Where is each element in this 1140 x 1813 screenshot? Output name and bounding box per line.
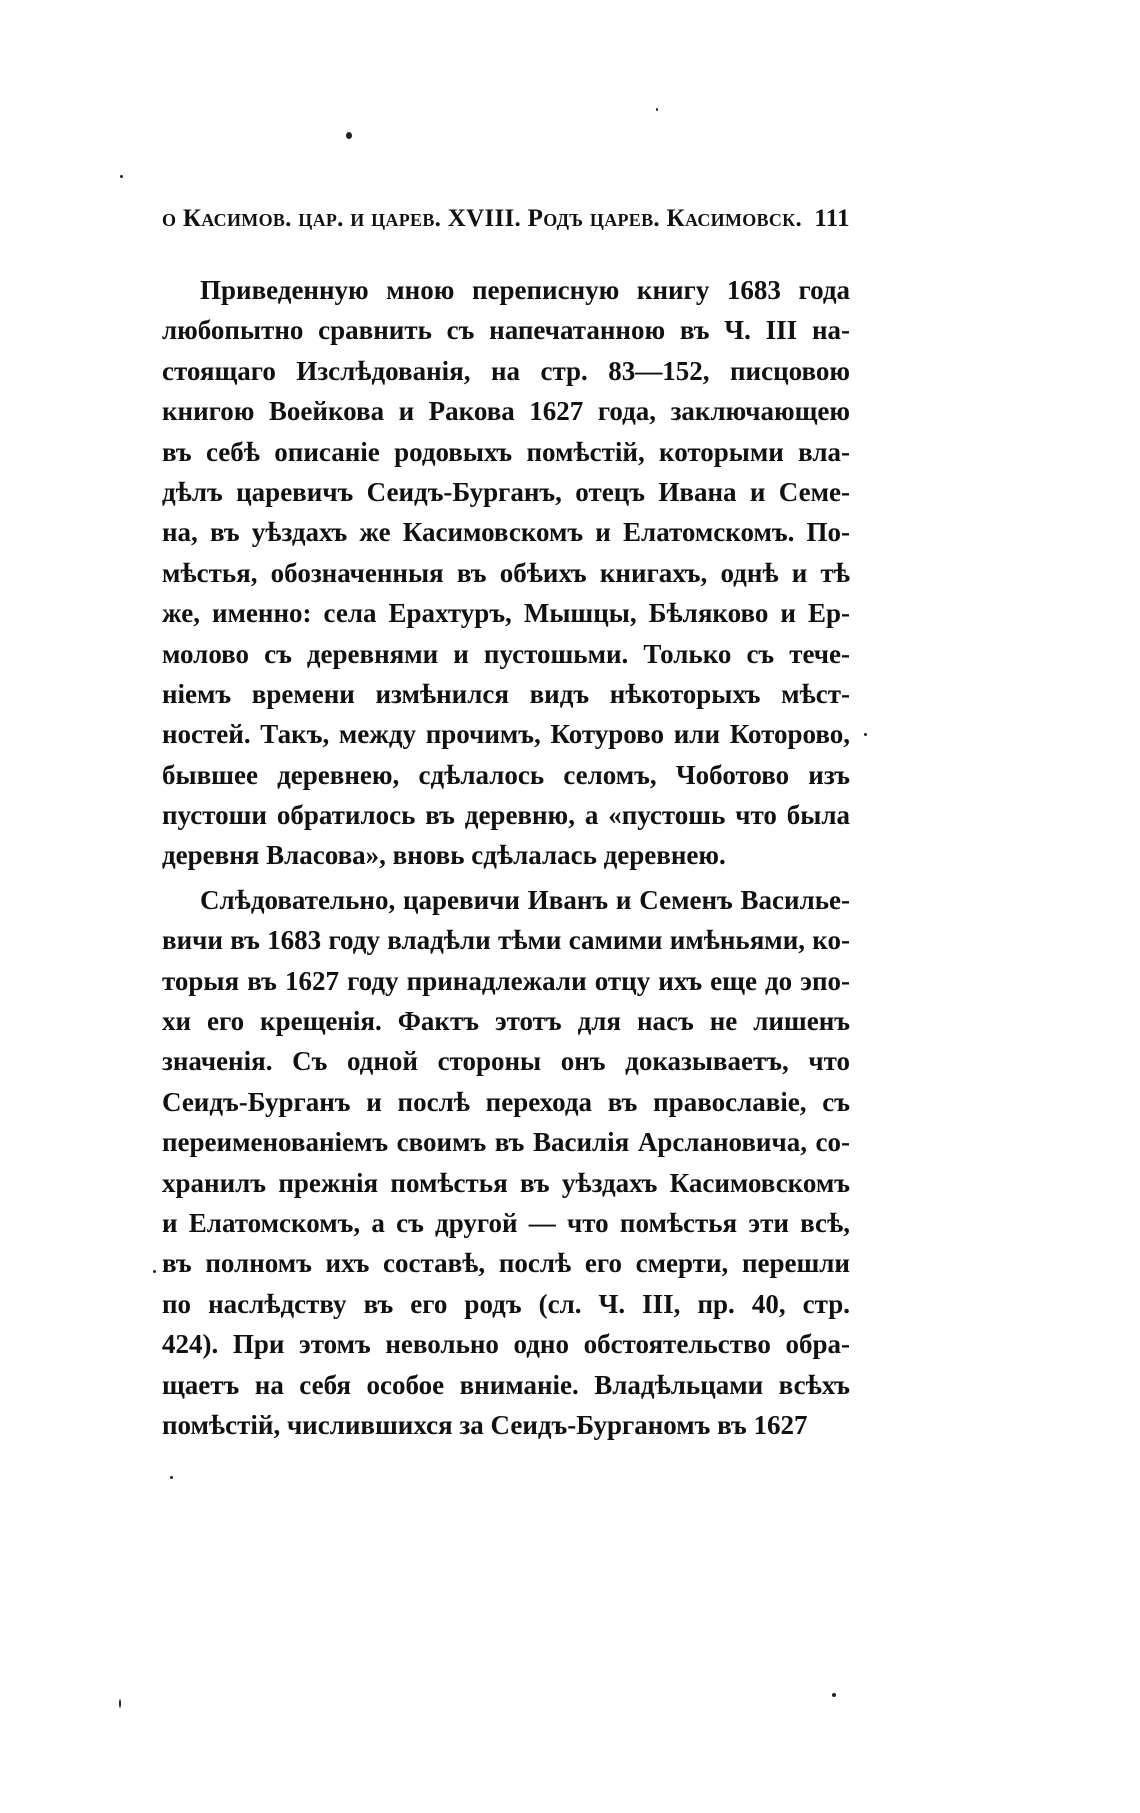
text-line: пустоши обратилось въ деревню, а «пустошь что была bbox=[162, 800, 850, 831]
text-line: книгою Воейкова и Ракова 1627 года, заключающею bbox=[162, 396, 850, 427]
text-line: хранилъ прежнія помѣстья въ уѣздахъ Касимовскомъ bbox=[162, 1167, 850, 1198]
ink-speck bbox=[346, 132, 352, 139]
text-line: въ полномъ ихъ составѣ, послѣ его смерти, перешли bbox=[162, 1248, 850, 1279]
text-line: вичи въ 1683 году владѣли тѣми самими имѣньями, ко- bbox=[162, 925, 850, 956]
text-line: щаетъ на себя особое вниманіе. Владѣльцами всѣхъ bbox=[162, 1369, 850, 1400]
body-text bbox=[162, 270, 850, 1445]
ink-speck bbox=[864, 733, 867, 736]
paragraph-1 bbox=[162, 270, 850, 876]
text-line: ніемъ времени измѣнился видъ нѣкоторыхъ мѣст- bbox=[162, 678, 850, 709]
text-line: по наслѣдству въ его родъ (сл. Ч. III, пр. 40, стр. bbox=[162, 1288, 850, 1319]
text-line: хи его крещенія. Фактъ этотъ для насъ не лишенъ bbox=[162, 1006, 850, 1037]
text-line: Слѣдовательно, царевичи Иванъ и Семенъ Василье- bbox=[200, 884, 850, 915]
running-head bbox=[162, 205, 850, 233]
ink-speck bbox=[119, 1699, 121, 1708]
text-line: переименованіемъ своимъ въ Василія Арслановича, со- bbox=[162, 1127, 850, 1158]
text-line: 424). При этомъ невольно одно обстоятельство обра- bbox=[162, 1329, 850, 1360]
text-line: помѣстій, числившихся за Сеидъ-Бурганомъ въ 1627 bbox=[162, 1409, 808, 1440]
text-line: Сеидъ-Бурганъ и послѣ перехода въ православіе, съ bbox=[162, 1086, 850, 1117]
text-line: въ себѣ описаніе родовыхъ помѣстій, которыми вла- bbox=[162, 436, 850, 467]
ink-speck bbox=[170, 1476, 173, 1479]
text-line: любопытно сравнить съ напечатанною въ Ч. III на- bbox=[162, 315, 850, 346]
ink-speck bbox=[656, 108, 658, 111]
page-number: 111 bbox=[814, 205, 850, 232]
paragraph-2 bbox=[162, 880, 850, 1445]
ink-speck bbox=[832, 1693, 836, 1697]
ink-speck bbox=[153, 1270, 156, 1273]
text-line: мѣстья, обозначенныя въ обѣихъ книгахъ, однѣ и тѣ bbox=[162, 557, 850, 588]
text-line: Приведенную мною переписную книгу 1683 года bbox=[200, 275, 850, 305]
text-line: на, въ уѣздахъ же Касимовскомъ и Елатомскомъ. По- bbox=[162, 517, 850, 548]
text-line: бывшее деревнею, сдѣлалось селомъ, Чоботово изъ bbox=[162, 759, 850, 790]
text-line: деревня Власова», вновь сдѣлалась деревнею. bbox=[162, 840, 726, 871]
running-head-title: о Касимов. цар. и царев. XVIII. Родъ царев. Касимовск. bbox=[162, 205, 803, 232]
text-line: молово съ деревнями и пустошьми. Только съ тече- bbox=[162, 638, 850, 669]
text-line: торыя въ 1627 году принадлежали отцу ихъ еще до эпо- bbox=[162, 965, 850, 996]
text-line: значенія. Съ одной стороны онъ доказываетъ, что bbox=[162, 1046, 850, 1077]
text-line: ностей. Такъ, между прочимъ, Котурово или Которово, bbox=[162, 719, 850, 750]
text-line: стоящаго Изслѣдованія, на стр. 83—152, писцовою bbox=[162, 355, 850, 386]
ink-speck bbox=[120, 175, 123, 178]
text-line: же, именно: села Ерахтуръ, Мышцы, Бѣляково и Ер- bbox=[162, 598, 850, 629]
text-line: и Елатомскомъ, а съ другой — что помѣстья эти всѣ, bbox=[162, 1207, 850, 1238]
text-line: дѣлъ царевичъ Сеидъ-Бурганъ, отецъ Ивана и Семе- bbox=[162, 476, 850, 507]
